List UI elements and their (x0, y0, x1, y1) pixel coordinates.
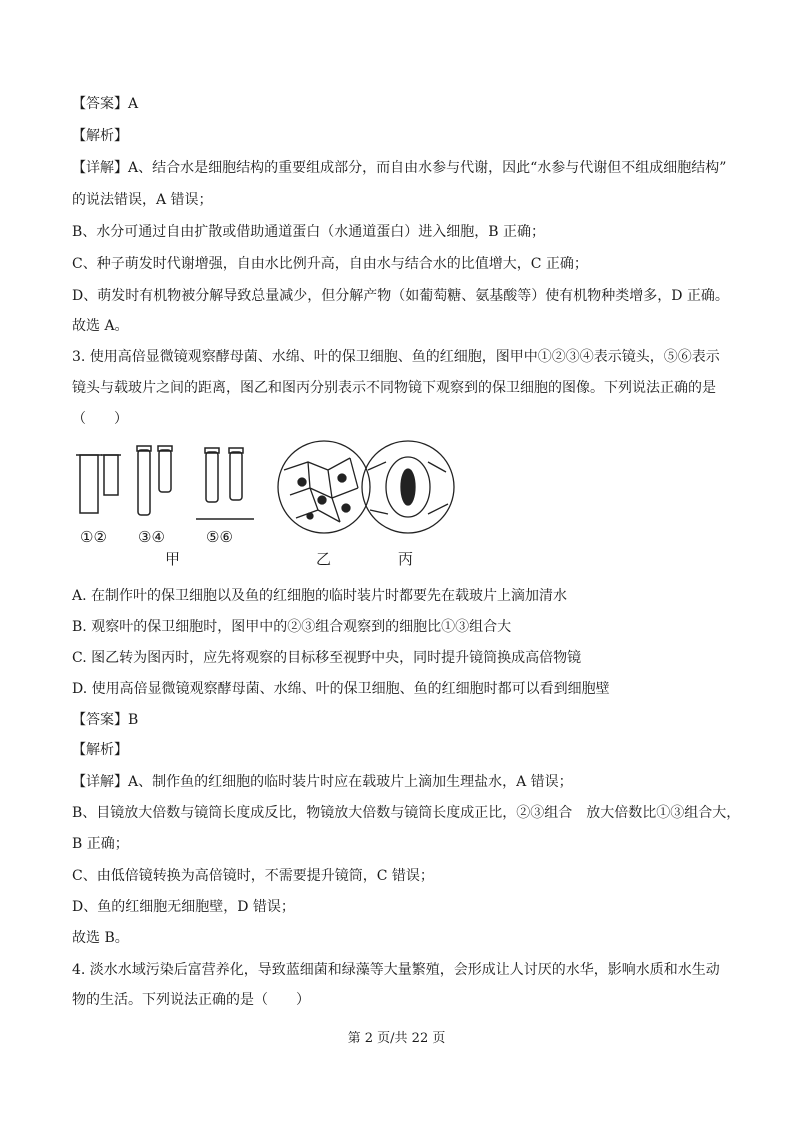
label-jia: 甲 (165, 550, 181, 568)
detail-q2-line2: 的说法错误，A 错误； (72, 192, 213, 208)
answer-q3: 【答案】B (72, 712, 139, 728)
lens-distance-56 (196, 448, 254, 519)
analysis-q2: 【解析】 (72, 128, 128, 144)
conclusion-q2: 故选 A。 (72, 318, 129, 334)
conclusion-q3: 故选 B。 (72, 930, 129, 946)
label-bing: 丙 (398, 550, 414, 568)
detail-q2-line1: 【详解】A、结合水是细胞结构的重要组成部分，而自由水参与代谢，因此“水参与代谢但不组成细胞结构” (72, 160, 727, 176)
detail-q3-c: C、由低倍镜转换为高倍镜时，不需要提升镜筒，C 错误； (72, 868, 434, 884)
analysis-q3: 【解析】 (72, 742, 128, 758)
label-34: ③④ (138, 528, 165, 546)
microscope-figure (70, 440, 470, 570)
detail-q3-line2: B、目镜放大倍数与镜筒长度成反比，物镜放大倍数与镜筒长度成正比，②③组合 放大倍数比①③组合大， (72, 805, 741, 821)
objective-lenses-12 (76, 455, 121, 513)
option-c: C. 图乙转为图丙时，应先将观察的目标移至视野中央，同时提升镜筒换成高倍物镜 (72, 650, 582, 666)
question-3-stem-2: 镜头与载玻片之间的距离，图乙和图丙分别表示不同物镜下观察到的保卫细胞的图像。下列说法正确的是 (72, 380, 716, 396)
detail-q2-c: C、种子萌发时代谢增强，自由水比例升高，自由水与结合水的比值增大，C 正确； (72, 256, 588, 272)
detail-q3-line1: 【详解】A、制作鱼的红细胞的临时装片时应在载玻片上滴加生理盐水，A 错误； (72, 774, 573, 790)
detail-q2-b: B、水分可通过自由扩散或借助通道蛋白（水通道蛋白）进入细胞，B 正确； (72, 224, 546, 240)
option-a: A. 在制作叶的保卫细胞以及鱼的红细胞的临时装片时都要先在载玻片上滴加清水 (72, 588, 568, 604)
option-d: D. 使用高倍显微镜观察酵母菌、水绵、叶的保卫细胞、鱼的红细胞时都可以看到细胞壁 (72, 681, 610, 697)
question-4-stem-2: 物的生活。下列说法正确的是（ ） (72, 992, 310, 1008)
page-footer: 第 2 页/共 22 页 (347, 1031, 446, 1046)
objective-lenses-34 (137, 446, 172, 515)
question-3-stem-3: （ ） (72, 411, 128, 427)
label-56: ⑤⑥ (206, 528, 233, 546)
cell-view-bing (362, 441, 454, 533)
option-b: B. 观察叶的保卫细胞时，图甲中的②③组合观察到的细胞比①③组合大 (72, 619, 512, 635)
detail-q2-d: D、萌发时有机物被分解导致总量减少，但分解产物（如葡萄糖、氨基酸等）使有机物种类增多，D 正确。 (72, 288, 729, 304)
label-12: ①② (80, 528, 107, 546)
question-4-stem-1: 4. 淡水水域污染后富营养化，导致蓝细菌和绿藻等大量繁殖，会形成让人讨厌的水华，影响水质和水生动 (72, 962, 720, 978)
question-3-stem-1: 3. 使用高倍显微镜观察酵母菌、水绵、叶的保卫细胞、鱼的红细胞，图甲中①②③④表示镜头，⑤⑥表示 (72, 349, 720, 365)
answer-q2: 【答案】A (72, 96, 139, 112)
cell-view-yi (278, 441, 370, 533)
detail-q3-line3: B 正确； (72, 836, 129, 852)
detail-q3-d: D、鱼的红细胞无细胞壁，D 错误； (72, 899, 295, 915)
label-yi: 乙 (316, 550, 332, 568)
